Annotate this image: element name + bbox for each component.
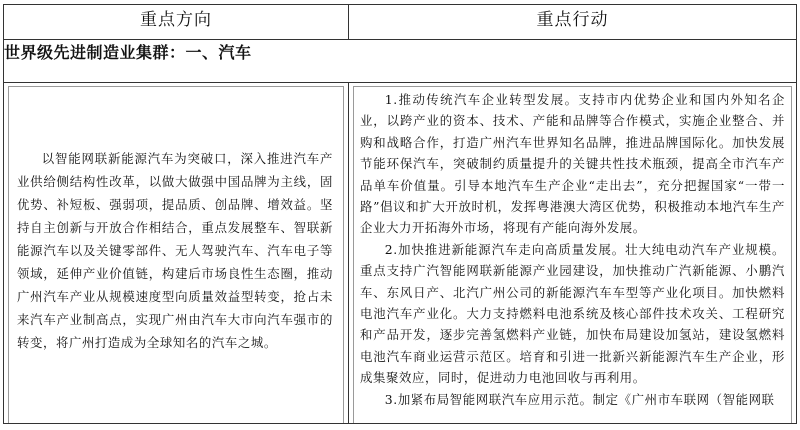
table-header-row — [4, 5, 797, 40]
cluster-row — [4, 40, 797, 83]
direction-cell — [4, 83, 349, 424]
direction-inner-frame — [8, 86, 344, 423]
direction-text: 以智能网联新能源汽车为突破口，深入推进汽车产业供给侧结构性改革，以做大做强中国品牌为主线，固优势、补短板、强弱项，提品质、创品牌、增效益。坚持自主创新与开放合作相结合，重点发展整车、智联新能源汽车以及关键零部件、无人驾驶汽车、汽车电子等领域，延伸产业价值链，构建后市场良性生态圈，推动广州汽车产业从规模速度型向质量效益型转变，抢占未来汽车产业制高点，实现广州由汽车大市向汽车强市的转变，将广州打造成为全球知名的汽车之城。 — [17, 151, 333, 350]
content-row — [4, 83, 797, 424]
action-item-2: 2.加快推进新能源汽车走向高质量发展。壮大纯电动汽车产业规模。重点支持广汽智能网联新能源产业园建设，加快推动广汽新能源、小鹏汽车、东风日产、北汽广州公司的新能源汽车车型等产业化项目。加快燃料电池汽车产业化。大力支持燃料电池系统及核心部件技术攻关、工程研究和产品开发，逐步完善氢燃料产业链，加快布局建设加氢站，建设氢燃料电池汽车商业运营示范区。培育和引进一批新兴新能源汽车生产企业，形成集聚效应，同时，促进动力电池回收与再利用。 — [360, 241, 785, 386]
action-item-3: 3.加紧布局智能网联汽车应用示范。制定《广州市车联网（智能网联 — [384, 391, 775, 407]
header-key-actions: 重点行动 — [349, 5, 797, 40]
header-key-direction: 重点方向 — [4, 5, 349, 40]
action-item-1: 1.推动传统汽车企业转型发展。支持市内优势企业和国内外知名企业，以跨产业的资本、技术、产能和品牌等合作模式，实施企业整合、并购和战略合作，打造广州汽车世界知名品牌，推进品牌国际化。加快发展节能环保汽车，突破制约质量提升的关键共性技术瓶颈，提高全市汽车产品单车价值量。引导本地汽车生产企业“走出去”，充分把握国家“一带一路”倡议和扩大开放时机，发挥粤港澳大湾区优势，积极推动本地汽车生产企业大力开拓海外市场，将现有产能向海外发展。 — [360, 92, 785, 236]
actions-list — [360, 89, 785, 410]
cluster-title: 世界级先进制造业集群：一、汽车 — [4, 40, 797, 83]
policy-table — [3, 4, 797, 424]
actions-inner-frame — [353, 86, 792, 423]
actions-cell — [349, 83, 797, 424]
